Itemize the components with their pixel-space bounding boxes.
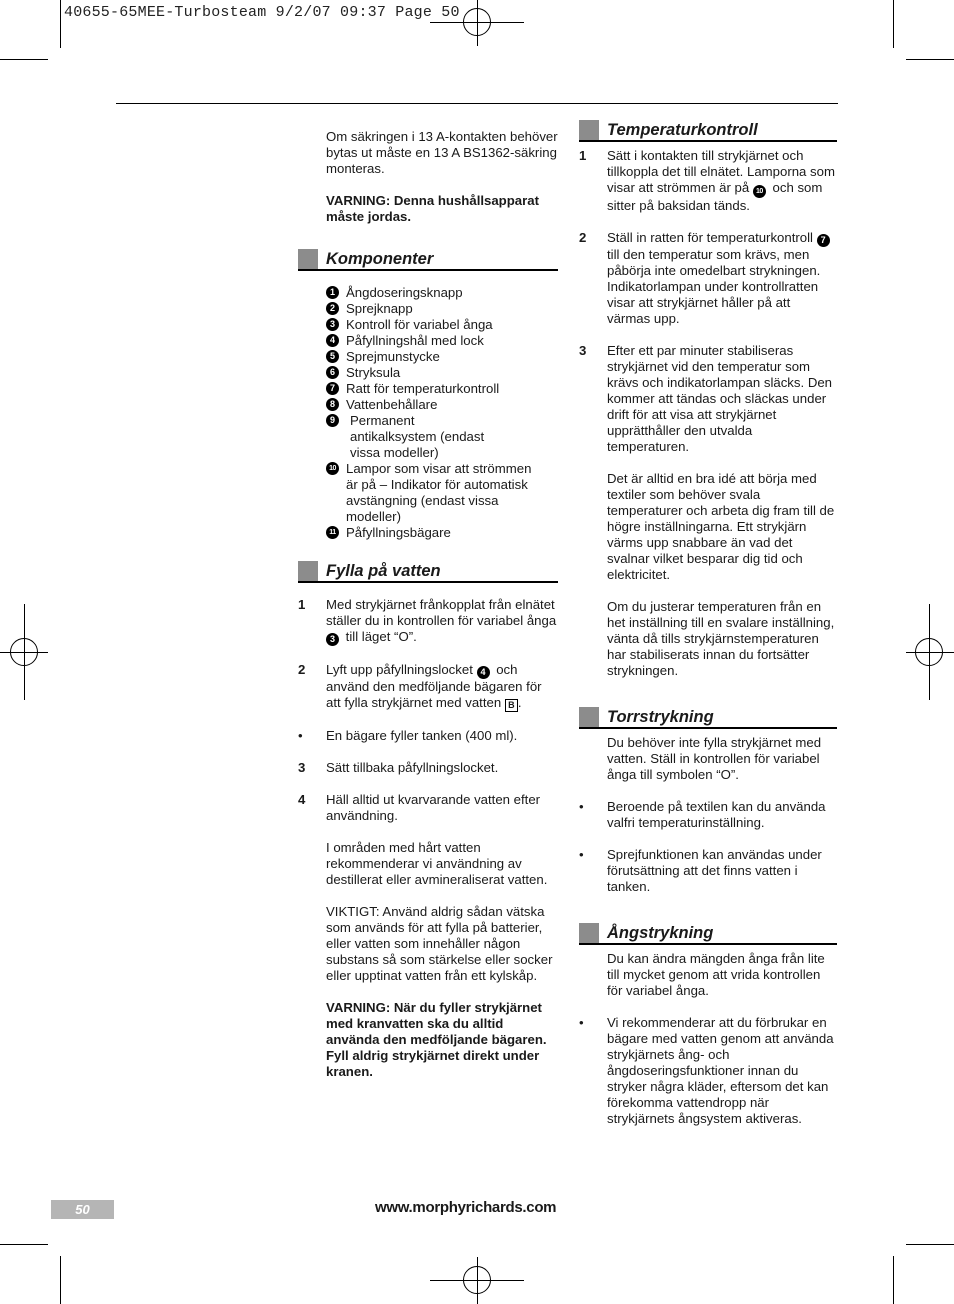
tap-water-warning: VARNING: När du fyller strykjärnet med kranvatten ska du alltid använda den medföljande bägaren. Fyll aldrig strykjärnet direkt under kranen.: [326, 1000, 547, 1079]
component-item: [326, 301, 558, 317]
component-item: [326, 333, 558, 349]
header-rule: [116, 103, 838, 104]
heading-square: [579, 707, 599, 727]
temperature-heading: [579, 118, 837, 142]
steam-ironing-title: Ångstrykning: [607, 924, 714, 942]
components-heading: [298, 247, 558, 271]
crop-mark: [906, 1244, 954, 1245]
bullet-text: En bägare fyller tanken (400 ml).: [326, 728, 518, 743]
bullet-text: Beroende på textilen kan du använda valfri temperaturinställning.: [607, 799, 826, 830]
component-item: [326, 381, 558, 397]
number-badge: 1: [326, 286, 339, 299]
registration-mark-circle: [463, 8, 491, 36]
component-item: [326, 349, 558, 365]
number-badge: 3: [326, 633, 339, 646]
component-item: [326, 525, 558, 541]
step-text: Sätt i kontakten till strykjärnet och tillkoppla det till elnätet. Lamporna som visar att strömmen är på: [607, 148, 835, 195]
right-column: [579, 118, 837, 1127]
steam-intro: [579, 951, 837, 999]
temp-step-1: [579, 148, 837, 214]
crop-mark: [60, 1256, 61, 1304]
components-title: Komponenter: [326, 250, 434, 268]
crop-mark: [0, 59, 48, 60]
bullet: •: [579, 847, 584, 862]
crop-mark: [893, 1256, 894, 1304]
step-text: till läget “O”.: [345, 629, 417, 644]
step-number: 2: [298, 662, 306, 677]
bullet-text: Vi rekommenderar att du förbrukar en bägare med vatten genom att använda strykjärnets ång- och ångdoseringsfunktioner innan du stryker några kläder, eftersom det kan förekomma vattendropp när strykjärnets ångsystem aktiveras.: [607, 1015, 834, 1126]
paragraph: Du kan ändra mängden ånga från lite till mycket genom att vrida kontrollen för variabel ånga.: [607, 951, 825, 998]
temperature-tip: Det är alltid en bra idé att börja med textiler som behöver svala temperaturer och arbeta dig fram till de högre inställningarna. Ett strykjärn värms upp snabbare än vad det svalnar vilket besparar dig tid och elektricitet.: [607, 471, 835, 582]
steam-bullet: [579, 1015, 837, 1127]
step-text: Med strykjärnet frånkopplat från elnätet ställer du in kontrollen för variabel ånga: [326, 597, 557, 628]
number-badge: 4: [477, 666, 490, 679]
component-label: Vattenbehållare: [346, 397, 438, 412]
number-badge: 4: [326, 334, 339, 347]
steam-ironing-heading: [579, 921, 837, 945]
dry-intro: [579, 735, 837, 783]
registration-mark-circle: [463, 1266, 491, 1294]
fill-water-heading: [298, 559, 558, 583]
temperature-title: Temperaturkontroll: [607, 121, 758, 139]
step-text: till den temperatur som krävs, men påbörja inte omedelbart strykningen. Indikatorlampan under kontrollratten visar att strykjärnet håller på att värmas upp.: [607, 247, 821, 326]
component-label: Lampor som visar att strömmen är på – Indikator för automatisk avstängning (endast vissa modeller): [346, 461, 532, 524]
component-label: Stryksula: [346, 365, 401, 380]
dry-bullet: [579, 847, 837, 895]
fill-step-1: [298, 597, 558, 646]
dry-bullet: [579, 799, 837, 831]
beaker-symbol: B: [505, 699, 518, 712]
left-column: [298, 129, 558, 1080]
step-text: Ställ in ratten för temperaturkontroll: [607, 230, 813, 245]
registration-mark-circle: [10, 638, 38, 666]
step-text: Efter ett par minuter stabiliseras strykjärnet vid den temperatur som krävs och indikatorlampan släcks. Den kommer att tändas och släckas under drift för att visa att strykjärnet upprätthåller den utvalda temperaturen.: [607, 343, 833, 454]
earth-warning: VARNING: Denna hushållsapparat måste jordas.: [326, 193, 539, 224]
step-text: Häll alltid ut kvarvarande vatten efter användning.: [326, 792, 541, 823]
paragraph: Du behöver inte fylla strykjärnet med vatten. Ställ in kontrollen för variabel ånga till symbolen “O”.: [607, 735, 822, 782]
number-badge: 2: [326, 302, 339, 315]
step-text: Sätt tillbaka påfyllningslocket.: [326, 760, 499, 775]
dry-ironing-heading: [579, 705, 837, 729]
bullet: •: [579, 799, 584, 814]
crop-mark: [906, 59, 954, 60]
component-label: Påfyllningshål med lock: [346, 333, 484, 348]
step-text: .: [517, 695, 522, 710]
step-number: 2: [579, 230, 587, 245]
fill-step-2: [298, 662, 558, 712]
step-number: 1: [579, 148, 587, 163]
component-label: Sprejknapp: [346, 301, 413, 316]
step-number: 4: [298, 792, 306, 807]
component-label: Kontroll för variabel ånga: [346, 317, 493, 332]
page-number: 50: [51, 1200, 114, 1219]
temp-step-2: [579, 230, 837, 327]
number-badge: 9: [326, 414, 339, 427]
registration-mark-circle: [915, 638, 943, 666]
component-label: Sprejmunstycke: [346, 349, 440, 364]
crop-mark: [893, 0, 894, 48]
number-badge: 10: [326, 462, 339, 475]
number-badge: 7: [817, 234, 830, 247]
component-label: Ratt för temperaturkontroll: [346, 381, 500, 396]
step-text: och som sitter på baksidan tänds.: [607, 180, 823, 213]
dry-ironing-title: Torrstrykning: [607, 708, 714, 726]
number-badge: 8: [326, 398, 339, 411]
step-number: 1: [298, 597, 306, 612]
print-slug: 40655-65MEE-Turbosteam 9/2/07 09:37 Page 50: [64, 4, 460, 21]
component-label: Permanent antikalksystem (endast vissa modeller): [350, 413, 485, 460]
component-item: [326, 365, 558, 381]
fuse-intro: Om säkringen i 13 A-kontakten behöver bytas ut måste en 13 A BS1362-säkring monteras.: [326, 129, 558, 176]
step-text: och använd den medföljande bägaren för att fylla strykjärnet med vatten: [326, 662, 542, 710]
fill-step-4: [298, 792, 558, 1080]
bullet: •: [298, 728, 303, 743]
number-badge: 11: [326, 526, 339, 539]
crop-mark: [0, 1244, 48, 1245]
fill-bullet: [298, 728, 558, 744]
heading-square: [298, 561, 318, 581]
crop-mark: [60, 0, 61, 48]
temperature-adjust-note: Om du justerar temperaturen från en het inställning till en svalare inställning, vänta då tills strykjärnstemperaturen har stabiliserats innan du fortsätter strykningen.: [607, 599, 835, 678]
temp-step-3: [579, 343, 837, 679]
number-badge: 6: [326, 366, 339, 379]
number-badge: 10: [753, 185, 766, 198]
number-badge: 5: [326, 350, 339, 363]
heading-square: [579, 120, 599, 140]
fill-step-3: [298, 760, 558, 776]
step-text: Lyft upp påfyllningslocket: [326, 662, 473, 677]
component-item: [326, 285, 558, 301]
important-note: VIKTIGT: Använd aldrig sådan vätska som används för att fylla på batterier, eller vatten som innehåller någon substans så som stärkelse eller socker eller upptinat vatten från ett kylskåp.: [326, 904, 553, 983]
heading-square: [579, 923, 599, 943]
bullet-text: Sprejfunktionen kan användas under förutsättning att det finns vatten i tanken.: [607, 847, 822, 894]
component-label: Påfyllningsbägare: [346, 525, 451, 540]
component-item: [326, 397, 558, 413]
step-number: 3: [298, 760, 306, 775]
component-label: Ångdoseringsknapp: [346, 285, 463, 300]
bullet: •: [579, 1015, 584, 1030]
step-number: 3: [579, 343, 587, 358]
component-item: [326, 461, 536, 525]
number-badge: 3: [326, 318, 339, 331]
website-url[interactable]: www.morphyrichards.com: [375, 1199, 557, 1216]
component-item: [326, 413, 500, 461]
number-badge: 7: [326, 382, 339, 395]
fill-water-title: Fylla på vatten: [326, 562, 441, 580]
hard-water-note: I områden med hårt vatten rekommenderar vi användning av destillerat eller avmineraliserat vatten.: [326, 840, 548, 887]
component-item: [326, 317, 558, 333]
heading-square: [298, 249, 318, 269]
